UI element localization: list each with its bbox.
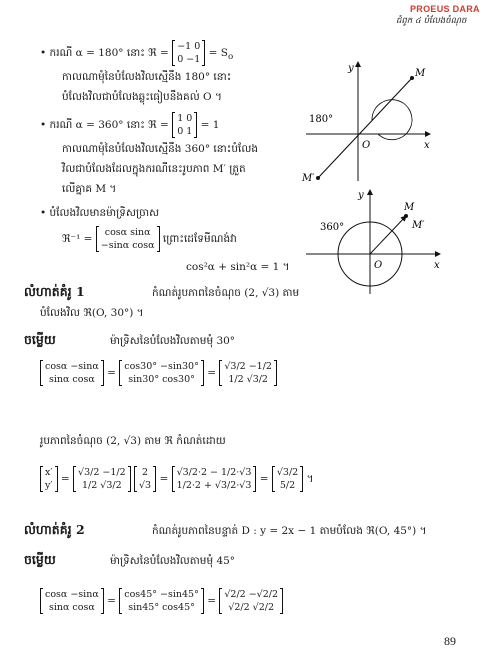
M-label: M: [415, 68, 426, 79]
rotation-360-diagram: [300, 186, 448, 296]
brand-name: PROEUS DARA: [410, 4, 480, 14]
bullet2-text: • ករណី α = 360° នោះ ℜ =: [40, 119, 169, 131]
computation-vector: [172, 466, 257, 492]
bullet1-desc1: កាលណាមុំនៃបំលែងវិលស្មើនឹង 180° នោះ: [62, 71, 232, 83]
example1-statement: កំណត់រូបភាពនៃចំណុច (2, √3) តាម: [152, 287, 300, 299]
point-vector: [134, 466, 156, 492]
matrix-row: cosα sinα: [104, 227, 151, 238]
bullet1-desc2: បំលែងវិលជាបំលែងឆ្លុះធៀបនឹងគល់ O ។: [62, 91, 222, 103]
origin-label: O: [374, 260, 383, 271]
matrix-row: 5/2: [279, 480, 296, 491]
matrix-row: x′: [45, 467, 53, 478]
matrix-row: −sinα cosα: [100, 240, 155, 251]
example2-statement: កំណត់រូបភាពនៃបន្ទាត់ D : y = 2x − 1 តាមបំលែង ℜ(O, 45°) ។: [152, 525, 427, 537]
rotation-matrix-180: [172, 40, 205, 66]
solution1-text: ម៉ាទ្រិសនៃបំលែងវិលតាមមុំ 30°: [110, 335, 236, 347]
bullet2-desc1: កាលណាមុំនៃបំលែងវិលស្មើនឹង 360° នោះបំលែង: [62, 143, 259, 155]
matrix-row: √3/2 −1/2: [224, 361, 272, 372]
bullet1-line: [40, 40, 233, 66]
matrix-30-values: [219, 360, 277, 386]
matrix-row: √3/2 −1/2: [78, 467, 126, 478]
inverse-matrix-line: [62, 226, 237, 252]
solution1-label: ចម្លើយ: [24, 332, 56, 347]
matrix-45-values: [219, 588, 283, 614]
matrix-row: sinα cosα: [48, 602, 95, 613]
matrix-row: −1 0: [177, 41, 201, 52]
example1-statement2: បំលែងវិល ℜ(O, 30°) ។: [40, 307, 144, 319]
point-M: [404, 214, 408, 218]
result-vector: [272, 466, 303, 492]
general-matrix: [40, 588, 104, 614]
image-point-text: រូបភាពនៃចំណុច (2, √3) តាម ℜ កំណត់ដោយ: [40, 435, 226, 447]
inverse-matrix: [96, 226, 160, 252]
point-M: [410, 76, 414, 80]
matrix-row: 1 0: [177, 113, 193, 124]
x-label: x: [424, 140, 430, 151]
matrix-equation-45: cosα −sinα sinα cosα = cos45° −sin45° sin45° cos45° = √2/2 −√2/2 √2/2 √2/2: [40, 588, 283, 614]
image-vector: [40, 466, 58, 492]
angle-label: 180°: [309, 114, 334, 125]
matrix-row: 0 1: [177, 126, 193, 137]
matrix-row: √2/2 √2/2: [228, 602, 275, 613]
matrix-row: √3/2·2 − 1/2·√3: [176, 467, 252, 478]
matrix-row: sin30° cos30°: [128, 374, 195, 385]
Mprime-label: M′: [412, 220, 425, 231]
matrix-row: 1/2·2 + √3/2·√3: [176, 480, 252, 491]
inverse-lhs: ℜ⁻¹ =: [62, 233, 93, 245]
solution2-text: ម៉ាទ្រិសនៃបំលែងវិលតាមមុំ 45°: [110, 555, 236, 567]
matrix-row: cosα −sinα: [45, 361, 99, 372]
bullet2-desc3: លើគ្នាគ M ។: [62, 183, 117, 195]
matrix-row: √3: [138, 480, 152, 491]
rotation-matrix-360: [172, 112, 197, 138]
matrix-row: 2: [142, 467, 149, 478]
x-label: x: [434, 260, 440, 271]
end-mark: ។: [306, 473, 314, 485]
bullet3-line: • បំលែងវិលមានម៉ាទ្រិសច្រាស: [40, 207, 160, 219]
general-matrix: [40, 360, 104, 386]
M-label: M: [404, 202, 415, 213]
solution2-label: ចម្លើយ: [24, 552, 56, 567]
y-label: y: [358, 190, 364, 201]
inverse-reason: ព្រោះដេទែមីណង់វា: [162, 233, 237, 245]
identity-line: cos²α + sin²α = 1 ។: [186, 261, 290, 273]
angle-label: 360°: [320, 222, 345, 233]
Mprime-label: M′: [302, 173, 315, 184]
point-Mprime: [316, 176, 320, 180]
bullet2-desc2: វិលជាបំលែងដែលក្នុងករណីនេះរូបភាព M′ ត្រួត: [62, 163, 246, 175]
matrix-equation-30: cosα −sinα sinα cosα = cos30° −sin30° sin30° cos30° = √3/2 −1/2 1/2 √3/2: [40, 360, 277, 386]
example2-title: លំហាត់គំរូ 2: [24, 522, 85, 537]
rotation-matrix: [73, 466, 131, 492]
page-number: 89: [444, 634, 456, 648]
bullet1-eq-sub: o: [227, 52, 234, 63]
origin-label: O: [362, 140, 371, 151]
matrix-row: sinα cosα: [48, 374, 95, 385]
ray-OM: [370, 216, 406, 254]
y-label: y: [348, 63, 354, 74]
matrix-row: 1/2 √3/2: [228, 374, 268, 385]
matrix-row: 1/2 √3/2: [82, 480, 122, 491]
matrix-row: cos30° −sin30°: [124, 361, 199, 372]
bullet1-text: • ករណី α = 180° នោះ ℜ =: [40, 47, 169, 59]
image-computation: x′ y′ = √3/2 −1/2 1/2 √3/2 2 √3 = √3/2·2 − 1/2·√3 1/2·2 + √3/2·√3 = √3/2 5/2 ។: [40, 466, 313, 492]
rotation-180-diagram: [296, 56, 436, 186]
bullet2-line: [40, 112, 219, 138]
example1-title: លំហាត់គំរូ 1: [24, 284, 85, 299]
matrix-45-trig: [119, 588, 204, 614]
matrix-row: 0 −1: [177, 54, 201, 65]
line-M-Mprime: [318, 78, 412, 178]
matrix-row: √3/2: [276, 467, 299, 478]
matrix-row: cos45° −sin45°: [124, 589, 199, 600]
matrix-row: cosα −sinα: [45, 589, 99, 600]
chapter-header: ជំពូក ៤ បំលែងចំណុច: [396, 16, 467, 26]
matrix-row: sin45° cos45°: [128, 602, 195, 613]
matrix-row: y′: [45, 480, 53, 491]
matrix-row: √2/2 −√2/2: [224, 589, 279, 600]
bullet2-eq: = 1: [200, 119, 220, 131]
bullet1-eq: = S: [208, 47, 228, 59]
matrix-30-trig: [119, 360, 204, 386]
